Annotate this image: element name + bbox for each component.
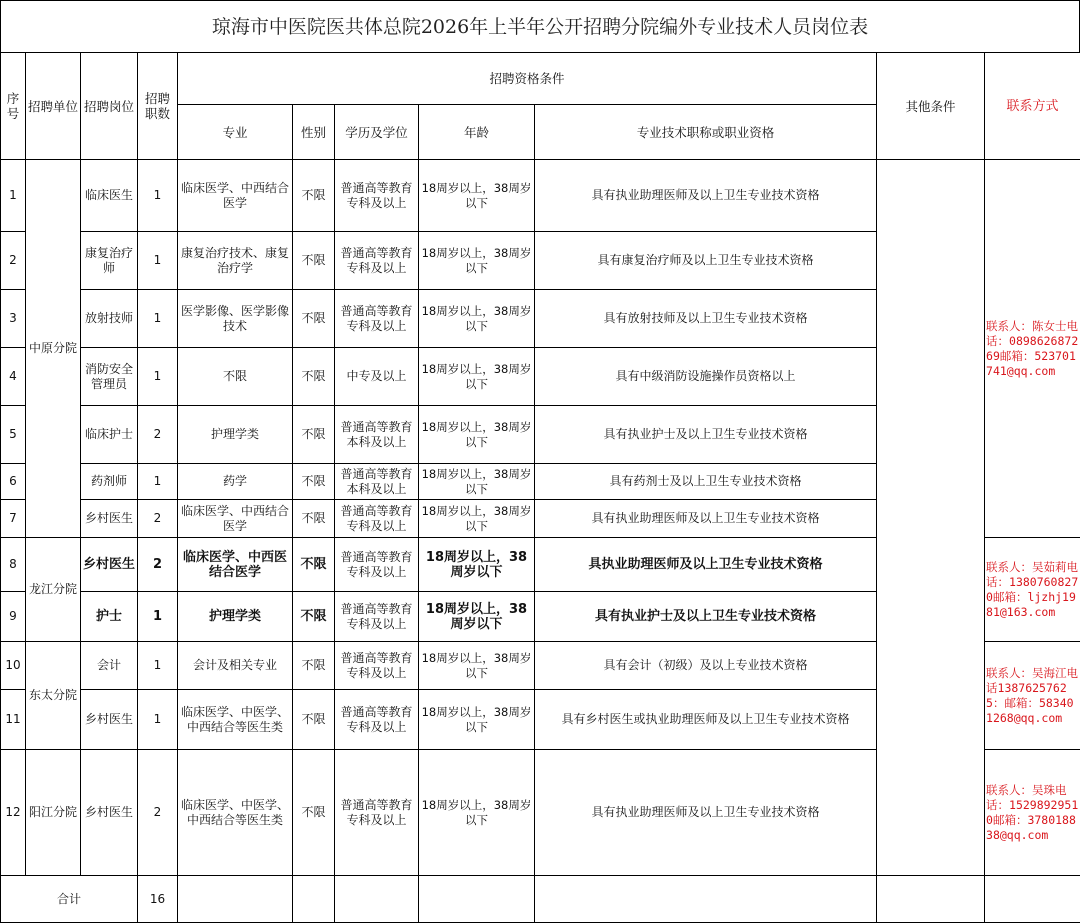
contact-dongtai: 联系人：吴海江电话13876257625：邮箱：583401268@qq.com <box>985 642 1080 750</box>
cell-major: 不限 <box>178 348 293 406</box>
cell-seq: 6 <box>1 464 26 500</box>
total-label: 合计 <box>1 876 138 923</box>
cell-seq: 7 <box>1 500 26 538</box>
cell-major: 临床医学、中医学、中西结合等医生类 <box>178 750 293 876</box>
cell-age: 18周岁以上，38周岁以下 <box>419 348 535 406</box>
cell-major: 会计及相关专业 <box>178 642 293 690</box>
total-empty <box>877 876 985 923</box>
cell-age: 18周岁以上，38周岁以下 <box>419 232 535 290</box>
cell-gender: 不限 <box>293 750 335 876</box>
cell-gender: 不限 <box>293 592 335 642</box>
cell-cert: 具有乡村医生或执业助理医师及以上卫生专业技术资格 <box>535 690 877 750</box>
unit-yangjiang: 阳江分院 <box>26 750 81 876</box>
cell-major: 临床医学、中医学、中西结合等医生类 <box>178 690 293 750</box>
unit-longjiang: 龙江分院 <box>26 538 81 642</box>
cell-major: 临床医学、中西结合医学 <box>178 500 293 538</box>
cell-age: 18周岁以上，38周岁以下 <box>419 290 535 348</box>
cell-major: 药学 <box>178 464 293 500</box>
cell-education: 普通高等教育专科及以上 <box>335 232 419 290</box>
header-major: 专业 <box>178 105 293 160</box>
cell-seq: 11 <box>1 690 26 750</box>
cell-seq: 2 <box>1 232 26 290</box>
header-qualification-group: 招聘资格条件 <box>178 53 877 105</box>
header-age: 年龄 <box>419 105 535 160</box>
total-empty <box>335 876 419 923</box>
recruitment-table <box>0 52 1080 923</box>
cell-seq: 10 <box>1 642 26 690</box>
cell-seq: 4 <box>1 348 26 406</box>
header-post: 招聘岗位 <box>81 53 138 160</box>
cell-major: 康复治疗技术、康复治疗学 <box>178 232 293 290</box>
cell-major: 护理学类 <box>178 406 293 464</box>
contact-zhongyuan: 联系人：陈女士电话：089862687269邮箱：523701741@qq.com <box>985 160 1080 538</box>
cell-seq: 3 <box>1 290 26 348</box>
cell-post: 护士 <box>81 592 138 642</box>
cell-education: 普通高等教育专科及以上 <box>335 500 419 538</box>
cell-count: 1 <box>138 232 178 290</box>
cell-count: 1 <box>138 290 178 348</box>
cell-post: 乡村医生 <box>81 538 138 592</box>
total-row <box>1 876 1080 923</box>
cell-count: 2 <box>138 406 178 464</box>
total-empty <box>985 876 1080 923</box>
cell-other-empty <box>877 160 985 876</box>
header-cert: 专业技术职称或职业资格 <box>535 105 877 160</box>
cell-cert: 具有执业助理医师及以上卫生专业技术资格 <box>535 500 877 538</box>
cell-seq: 5 <box>1 406 26 464</box>
cell-gender: 不限 <box>293 538 335 592</box>
cell-cert: 具执业助理医师及以上卫生专业技术资格 <box>535 538 877 592</box>
cell-education: 普通高等教育本科及以上 <box>335 406 419 464</box>
cell-cert: 具有放射技师及以上卫生专业技术资格 <box>535 290 877 348</box>
cell-education: 普通高等教育专科及以上 <box>335 690 419 750</box>
cell-education: 普通高等教育专科及以上 <box>335 592 419 642</box>
cell-cert: 具有中级消防设施操作员资格以上 <box>535 348 877 406</box>
header-other: 其他条件 <box>877 53 985 160</box>
cell-post: 临床医生 <box>81 160 138 232</box>
cell-age: 18周岁以上，38周岁以下 <box>419 500 535 538</box>
cell-cert: 具有执业助理医师及以上卫生专业技术资格 <box>535 750 877 876</box>
cell-gender: 不限 <box>293 690 335 750</box>
header-gender: 性别 <box>293 105 335 160</box>
cell-post: 消防安全管理员 <box>81 348 138 406</box>
cell-post: 临床护士 <box>81 406 138 464</box>
cell-education: 普通高等教育本科及以上 <box>335 464 419 500</box>
cell-post: 康复治疗师 <box>81 232 138 290</box>
total-empty <box>293 876 335 923</box>
header-count: 招聘职数 <box>138 53 178 160</box>
cell-education: 普通高等教育专科及以上 <box>335 642 419 690</box>
cell-post: 乡村医生 <box>81 690 138 750</box>
contact-yangjiang: 联系人：吴珠电话：15298929510邮箱：378018838@qq.com <box>985 750 1080 876</box>
cell-education: 普通高等教育专科及以上 <box>335 290 419 348</box>
cell-education: 中专及以上 <box>335 348 419 406</box>
table-row <box>1 160 1080 232</box>
cell-age: 18周岁以上，38周岁以下 <box>419 642 535 690</box>
cell-count: 1 <box>138 690 178 750</box>
cell-seq: 9 <box>1 592 26 642</box>
cell-age: 18周岁以上，38周岁以下 <box>419 750 535 876</box>
cell-post: 放射技师 <box>81 290 138 348</box>
cell-age: 18周岁以上，38周岁以下 <box>419 160 535 232</box>
cell-post: 乡村医生 <box>81 750 138 876</box>
unit-dongtai: 东太分院 <box>26 642 81 750</box>
page-title: 琼海市中医院医共体总院2026年上半年公开招聘分院编外专业技术人员岗位表 <box>0 0 1080 52</box>
cell-major: 护理学类 <box>178 592 293 642</box>
cell-age: 18周岁以上，38周岁以下 <box>419 538 535 592</box>
cell-cert: 具有康复治疗师及以上卫生专业技术资格 <box>535 232 877 290</box>
total-empty <box>419 876 535 923</box>
total-empty <box>535 876 877 923</box>
cell-count: 1 <box>138 160 178 232</box>
total-empty <box>178 876 293 923</box>
cell-age: 18周岁以上，38周岁以下 <box>419 464 535 500</box>
cell-count: 2 <box>138 750 178 876</box>
cell-gender: 不限 <box>293 406 335 464</box>
cell-cert: 具有会计（初级）及以上专业技术资格 <box>535 642 877 690</box>
cell-cert: 具有执业护士及以上卫生专业技术资格 <box>535 592 877 642</box>
cell-age: 18周岁以上，38周岁以下 <box>419 592 535 642</box>
cell-count: 2 <box>138 500 178 538</box>
cell-seq: 12 <box>1 750 26 876</box>
total-count: 16 <box>138 876 178 923</box>
unit-zhongyuan: 中原分院 <box>26 160 81 538</box>
cell-gender: 不限 <box>293 348 335 406</box>
cell-gender: 不限 <box>293 290 335 348</box>
cell-count: 1 <box>138 348 178 406</box>
cell-cert: 具有执业助理医师及以上卫生专业技术资格 <box>535 160 877 232</box>
cell-gender: 不限 <box>293 500 335 538</box>
cell-cert: 具有药剂士及以上卫生专业技术资格 <box>535 464 877 500</box>
cell-post: 药剂师 <box>81 464 138 500</box>
cell-age: 18周岁以上，38周岁以下 <box>419 690 535 750</box>
cell-education: 普通高等教育专科及以上 <box>335 160 419 232</box>
cell-count: 1 <box>138 464 178 500</box>
header-education: 学历及学位 <box>335 105 419 160</box>
cell-gender: 不限 <box>293 160 335 232</box>
cell-major: 临床医学、中西结合医学 <box>178 160 293 232</box>
cell-gender: 不限 <box>293 232 335 290</box>
cell-age: 18周岁以上，38周岁以下 <box>419 406 535 464</box>
cell-cert: 具有执业护士及以上卫生专业技术资格 <box>535 406 877 464</box>
header-unit: 招聘单位 <box>26 53 81 160</box>
cell-count: 1 <box>138 592 178 642</box>
header-contact: 联系方式 <box>985 53 1080 160</box>
cell-count: 2 <box>138 538 178 592</box>
cell-major: 医学影像、医学影像技术 <box>178 290 293 348</box>
cell-post: 会计 <box>81 642 138 690</box>
cell-count: 1 <box>138 642 178 690</box>
cell-seq: 1 <box>1 160 26 232</box>
contact-longjiang: 联系人：吴茹莉电话：13807608270邮箱：ljzhj1981@163.com <box>985 538 1080 642</box>
cell-education: 普通高等教育专科及以上 <box>335 750 419 876</box>
cell-gender: 不限 <box>293 642 335 690</box>
cell-major: 临床医学、中西医结合医学 <box>178 538 293 592</box>
header-seq: 序号 <box>1 53 26 160</box>
cell-gender: 不限 <box>293 464 335 500</box>
cell-seq: 8 <box>1 538 26 592</box>
cell-post: 乡村医生 <box>81 500 138 538</box>
cell-education: 普通高等教育专科及以上 <box>335 538 419 592</box>
